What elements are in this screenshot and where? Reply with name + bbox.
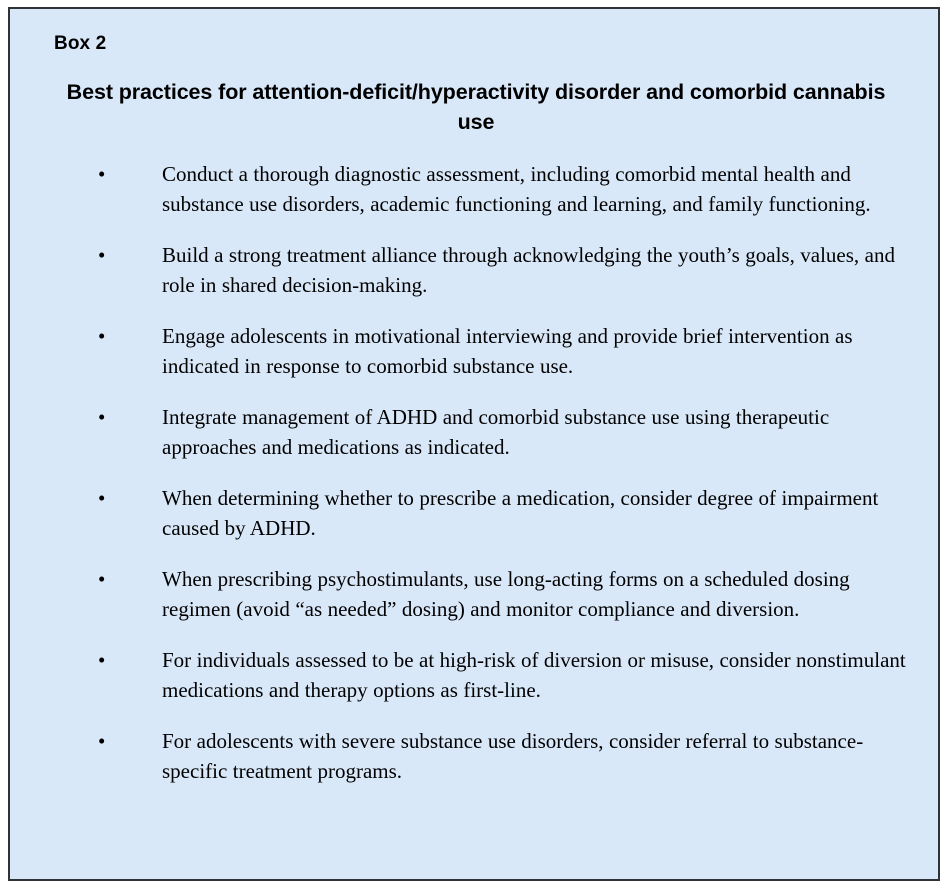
box-title: Best practices for attention-deficit/hyperactivity disorder and comorbid cannabis use xyxy=(66,80,886,134)
bullet-point-icon: • xyxy=(98,567,106,591)
bullet-point-icon: • xyxy=(98,324,106,348)
list-item-text: For individuals assessed to be at high-risk of diversion or misuse, consider nonstimulant medications and therapy options as first-line. xyxy=(162,648,906,702)
list-item xyxy=(10,402,938,462)
list-item xyxy=(10,240,938,300)
list-item xyxy=(10,564,938,624)
list-item xyxy=(10,321,938,381)
list-item-text: Conduct a thorough diagnostic assessment, including comorbid mental health and substance use disorders, academic functioning and learning, and family functioning. xyxy=(162,162,871,216)
list-item-text: Build a strong treatment alliance through acknowledging the youth’s goals, values, and role in shared decision-making. xyxy=(162,243,895,297)
list-item-text: Integrate management of ADHD and comorbid substance use using therapeutic approaches and medications as indicated. xyxy=(162,405,830,459)
list-item xyxy=(10,726,938,786)
bullet-point-icon: • xyxy=(98,729,106,753)
list-item-text: For adolescents with severe substance use disorders, consider referral to substance-specific treatment programs. xyxy=(162,729,864,783)
best-practices-list xyxy=(10,159,938,807)
list-item-text: When prescribing psychostimulants, use long-acting forms on a scheduled dosing regimen (avoid “as needed” dosing) and monitor compliance and diversion. xyxy=(162,567,850,621)
bullet-point-icon: • xyxy=(98,162,106,186)
list-item xyxy=(10,645,938,705)
bullet-point-icon: • xyxy=(98,405,106,429)
list-item xyxy=(10,159,938,219)
bullet-point-icon: • xyxy=(98,243,106,267)
box-2-callout xyxy=(8,7,940,881)
list-item xyxy=(10,483,938,543)
bullet-point-icon: • xyxy=(98,648,106,672)
list-item-text: Engage adolescents in motivational interviewing and provide brief intervention as indicated in response to comorbid substance use. xyxy=(162,324,853,378)
bullet-point-icon: • xyxy=(98,486,106,510)
box-label: Box 2 xyxy=(54,33,107,54)
list-item-text: When determining whether to prescribe a medication, consider degree of impairment caused by ADHD. xyxy=(162,486,879,540)
